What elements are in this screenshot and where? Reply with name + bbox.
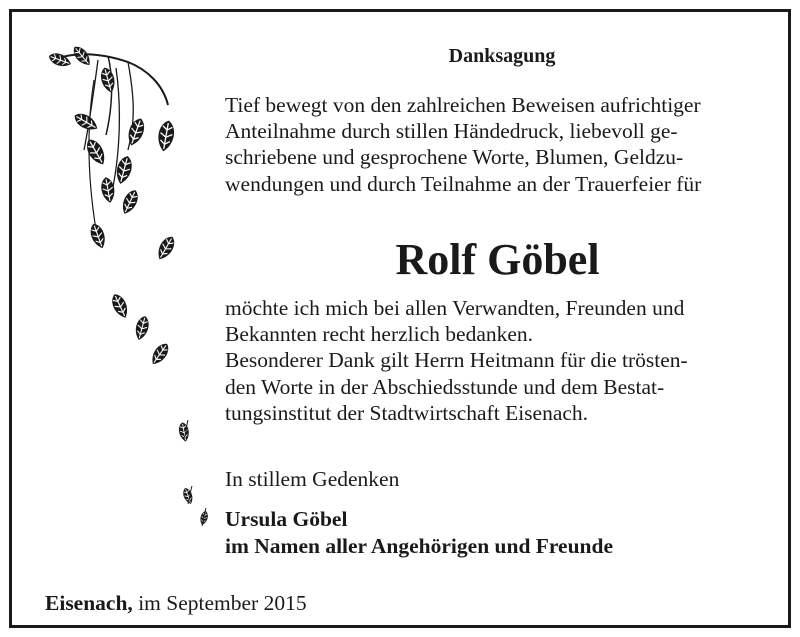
thanks-paragraph: [225, 295, 770, 426]
deceased-name: Rolf Göbel: [395, 235, 600, 284]
thanks-line: möchte ich mich bei allen Verwandten, Freunden und: [225, 296, 685, 320]
intro-paragraph: [225, 92, 770, 197]
signature-note: im Namen aller Angehörigen und Freunde: [225, 533, 614, 558]
signature-block: [225, 506, 613, 559]
thanks-line: tungsinstitut der Stadtwirtschaft Eisenach.: [225, 400, 589, 425]
notice-frame: [9, 9, 791, 628]
intro-line: Anteilnahme durch stillen Händedruck, liebevoll ge-: [225, 119, 678, 144]
thanks-line: Bekannten recht herzlich bedanken.: [225, 322, 534, 347]
date: im September 2015: [138, 591, 307, 615]
closing-phrase: In stillem Gedenken: [225, 467, 400, 491]
falling-leaves-icon: [38, 40, 228, 540]
intro-line: Tief bewegt von den zahlreichen Beweisen aufrichtiger: [225, 93, 701, 117]
place: Eisenach,: [45, 591, 133, 615]
place-date-line: [45, 590, 307, 616]
intro-line: wendungen und durch Teilnahme an der Trauerfeier für: [225, 171, 702, 196]
thanks-line: Besonderer Dank gilt Herrn Heitmann für die trösten-: [225, 348, 688, 373]
thanks-line: den Worte in der Abschiedsstunde und dem Bestat-: [225, 374, 665, 399]
notice-heading: Danksagung: [448, 45, 556, 67]
intro-line: schriebene und gesprochene Worte, Blumen, Geldzu-: [225, 145, 684, 170]
signature-name: Ursula Göbel: [225, 507, 348, 531]
